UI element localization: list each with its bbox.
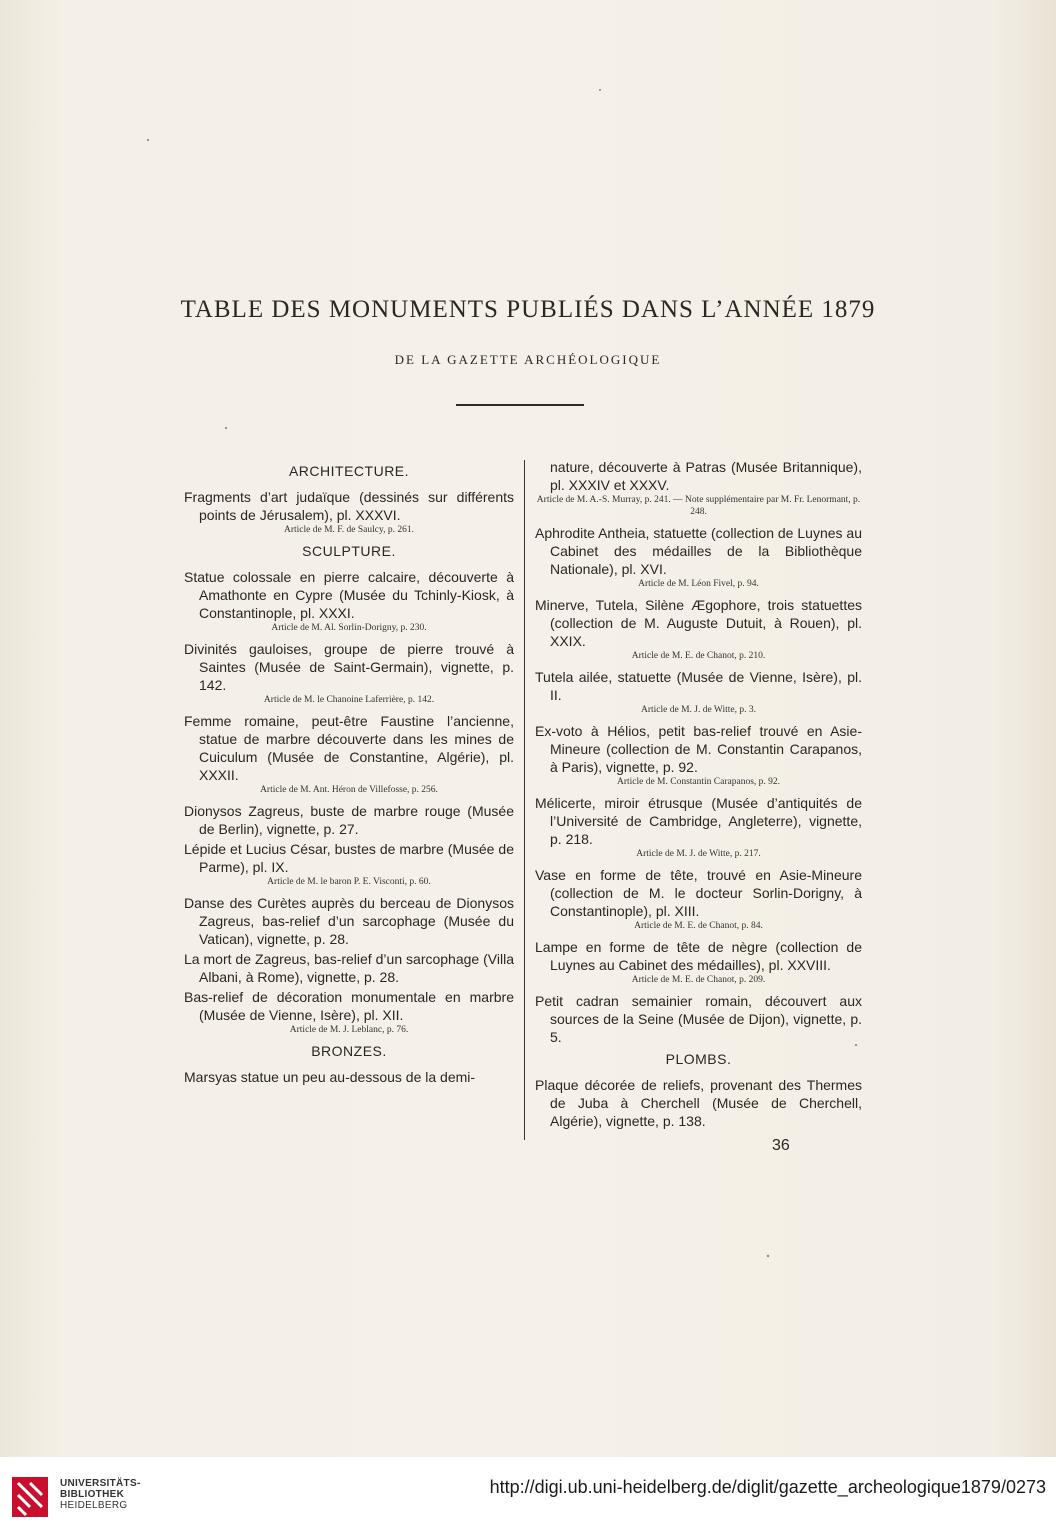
entry-citation: Article de M. F. de Saulcy, p. 261. xyxy=(283,525,415,535)
section-heading: PLOMBS. xyxy=(665,1051,732,1067)
index-entry xyxy=(535,938,862,986)
entry-text: nature, découverte à Patras (Musée Britannique), pl. XXXIV et XXXV. xyxy=(550,459,862,493)
entry-text: La mort de Zagreus, bas-relief d’un sarcophage (Villa Albani, à Rome), vignette, p. 28. xyxy=(184,951,514,985)
index-entry xyxy=(184,1068,514,1086)
entry-citation: Article de M. le baron P. E. Visconti, p. 60. xyxy=(267,877,431,887)
entry-citation: Article de M. Al. Sorlin-Dorigny, p. 230. xyxy=(271,623,427,633)
page-subtitle: DE LA GAZETTE ARCHÉOLOGIQUE xyxy=(394,352,662,367)
title-rule xyxy=(456,404,584,406)
index-entry xyxy=(184,640,514,706)
library-name: UNIVERSITÄTS- BIBLIOTHEK HEIDELBERG xyxy=(60,1478,141,1511)
index-entry xyxy=(535,1076,862,1130)
entry-citation: Article de M. Ant. Héron de Villefosse, p. 256. xyxy=(260,785,438,795)
index-entry xyxy=(184,840,514,888)
entry-citation: Article de M. E. de Chanot, p. 210. xyxy=(631,651,766,661)
section-heading: SCULPTURE. xyxy=(302,543,396,559)
entry-citation: Article de M. A.-S. Murray, p. 241. — Note supplémentaire par M. Fr. Lenormant, p. 248. xyxy=(536,495,861,517)
entry-text: Marsyas statue un peu au-dessous de la demi- xyxy=(184,1069,476,1085)
index-entry xyxy=(535,866,862,932)
entry-citation: Article de M. E. de Chanot, p. 84. xyxy=(634,921,763,931)
index-entry xyxy=(184,988,514,1036)
entry-text: Tutela ailée, statuette (Musée de Vienne, Isère), pl. II. xyxy=(535,669,862,703)
index-entry xyxy=(535,794,862,860)
entry-text: Dionysos Zagreus, buste de marbre rouge (Musée de Berlin), vignette, p. 27. xyxy=(184,803,514,837)
entry-text: Bas-relief de décoration monumentale en marbre (Musée de Vienne, Isère), pl. XII. xyxy=(184,989,514,1023)
entry-citation: Article de M. J. de Witte, p. 217. xyxy=(636,849,761,859)
index-entry xyxy=(535,992,862,1046)
entry-text: Petit cadran semainier romain, découvert aux sources de la Seine (Musée de Dijon), vignette, p. 5. xyxy=(535,993,862,1045)
left-column xyxy=(184,458,514,1088)
entry-text: Plaque décorée de reliefs, provenant des Thermes de Juba à Cherchell (Musée de Cherchell, Algérie), vignette, p. 138. xyxy=(535,1077,862,1129)
entry-citation: Article de M. J. de Witte, p. 3. xyxy=(640,705,756,715)
entry-text: Ex-voto à Hélios, petit bas-relief trouvé en Asie-Mineure (collection de M. Constantin Carapanos, à Paris), vignette, p. 92. xyxy=(535,723,862,775)
entry-text: Lépide et Lucius César, bustes de marbre (Musée de Parme), pl. IX. xyxy=(184,841,514,875)
index-entry xyxy=(184,950,514,986)
index-entry xyxy=(184,488,514,536)
index-entry xyxy=(184,568,514,634)
entry-text: Aphrodite Antheia, statuette (collection de Luynes au Cabinet des médailles de la Bibliothèque Nationale), pl. XVI. xyxy=(535,525,862,577)
section-heading: ARCHITECTURE. xyxy=(288,463,410,479)
entry-text: Femme romaine, peut-être Faustine l’ancienne, statue de marbre découverte dans les mines de Cuiculum (Musée de Constantine, Algérie), pl. XXXII. xyxy=(184,713,514,783)
entry-citation: Article de M. J. Leblanc, p. 76. xyxy=(289,1025,409,1035)
index-entry xyxy=(535,524,862,590)
entry-text: Statue colossale en pierre calcaire, découverte à Amathonte en Cypre (Musée du Tchinly-Kiosk, à Constantinople, pl. XXXI. xyxy=(184,569,514,621)
index-entry xyxy=(535,722,862,788)
page-title: TABLE DES MONUMENTS PUBLIÉS DANS L’ANNÉE 1879 xyxy=(180,296,876,323)
source-url-link[interactable]: http://digi.ub.uni-heidelberg.de/diglit/gazette_archeologique1879/0273 xyxy=(489,1477,1046,1497)
index-entry xyxy=(184,894,514,948)
entry-citation: Article de M. Constantin Carapanos, p. 92. xyxy=(616,777,781,787)
entry-citation: Article de M. E. de Chanot, p. 209. xyxy=(631,975,766,985)
column-divider xyxy=(524,460,525,1140)
entry-citation: Article de M. le Chanoine Laferrière, p. 142. xyxy=(263,695,435,705)
section-heading: BRONZES. xyxy=(311,1043,387,1059)
index-entry xyxy=(535,458,862,518)
entry-text: Mélicerte, miroir étrusque (Musée d’antiquités de l’Université de Cambridge, Angleterre), vignette, p. 218. xyxy=(535,795,862,847)
entry-text: Fragments d’art judaïque (dessinés sur différents points de Jérusalem), pl. XXXVI. xyxy=(184,489,514,523)
entry-text: Vase en forme de tête, trouvé en Asie-Mineure (collection de M. le docteur Sorlin-Dorigny, à Constantinople), pl. XIII. xyxy=(535,867,862,919)
page-number: 36 xyxy=(772,1137,790,1154)
index-entry xyxy=(184,802,514,838)
entry-text: Divinités gauloises, groupe de pierre trouvé à Saintes (Musée de Saint-Germain), vignette, p. 142. xyxy=(184,641,514,693)
right-column xyxy=(535,458,862,1132)
entry-citation: Article de M. Léon Fivel, p. 94. xyxy=(638,579,759,589)
university-library-logo-icon xyxy=(10,1475,50,1519)
index-entry xyxy=(184,712,514,796)
index-entry xyxy=(535,596,862,662)
digitization-footer xyxy=(0,1457,1056,1535)
entry-text: Minerve, Tutela, Silène Ægophore, trois statuettes (collection de M. Auguste Dutuit, à Rouen), pl. XXIX. xyxy=(535,597,862,649)
index-entry xyxy=(535,668,862,716)
entry-text: Danse des Curètes auprès du berceau de Dionysos Zagreus, bas-relief d’un sarcophage (Musée du Vatican), vignette, p. 28. xyxy=(184,895,514,947)
entry-text: Lampe en forme de tête de nègre (collection de Luynes au Cabinet des médailles), pl. XXVIII. xyxy=(535,939,862,973)
